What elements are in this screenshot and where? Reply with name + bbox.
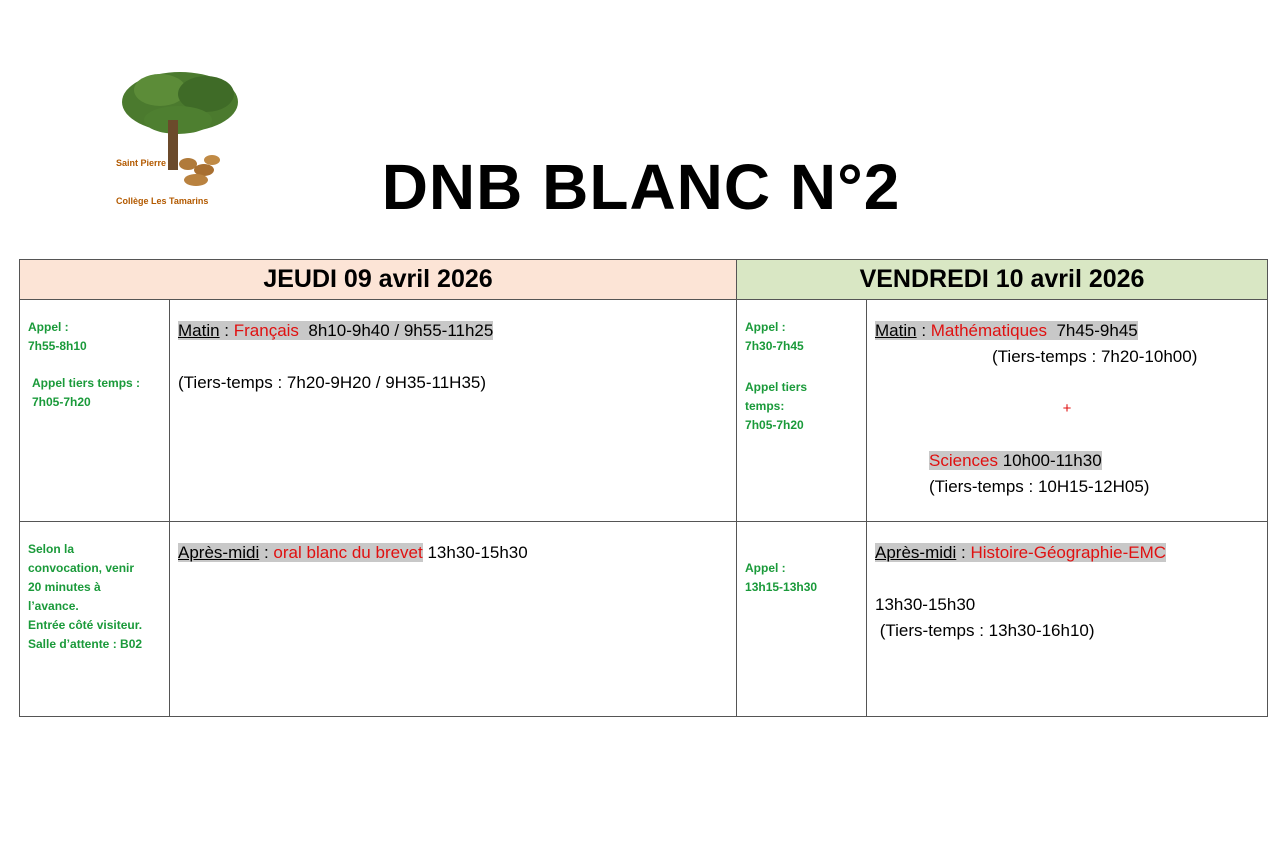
- tiers-temps-note: (Tiers-temps : 7h20-10h00): [992, 347, 1198, 366]
- thursday-morning-exam: [170, 300, 737, 522]
- appel-tiers-temps-time: 7h05-7h20: [32, 395, 91, 409]
- note-line: 20 minutes à: [28, 580, 101, 594]
- logo-caption-school: Collège Les Tamarins: [116, 196, 209, 206]
- subject: Histoire-Géographie-EMC: [970, 543, 1167, 562]
- note-line: Selon la: [28, 542, 75, 556]
- friday-morning-callout: [737, 300, 867, 522]
- tiers-temps-note-2: (Tiers-temps : 10H15-12H05): [929, 477, 1150, 496]
- note-line: Salle d’attente : B02: [28, 637, 143, 651]
- exam-time: 8h10-9h40 / 9h55-11h25: [298, 321, 494, 340]
- tiers-temps-note: (Tiers-temps : 13h30-16h10): [875, 621, 1095, 640]
- plus-sign: +: [1062, 400, 1072, 417]
- thursday-afternoon-exam: [170, 522, 737, 717]
- friday-afternoon-exam: [867, 522, 1268, 717]
- friday-morning-line: [875, 321, 1138, 340]
- note-line: convocation, venir: [28, 561, 135, 575]
- thursday-morning-line: [178, 321, 493, 340]
- appel-tiers-temps-time: 7h05-7h20: [745, 418, 804, 432]
- appel-tiers-temps-label: Appel tiers: [745, 380, 808, 394]
- subject: oral blanc du brevet: [273, 543, 423, 562]
- session-label: Après-midi: [875, 543, 957, 562]
- session-label: Après-midi: [178, 543, 260, 562]
- appel-time: 7h55-8h10: [28, 339, 87, 353]
- appel-label: Appel :: [745, 320, 786, 334]
- day-header-friday: VENDREDI 10 avril 2026: [737, 260, 1268, 300]
- separator: :: [916, 321, 931, 340]
- sciences-line: [929, 451, 1102, 470]
- subject: Français: [233, 321, 299, 340]
- session-label: Matin: [178, 321, 220, 340]
- day-header-thursday: JEUDI 09 avril 2026: [20, 260, 737, 300]
- page-title: DNB BLANC N°2: [381, 151, 901, 223]
- appel-tiers-temps-label: Appel tiers temps :: [32, 376, 141, 390]
- thursday-afternoon-line: [178, 543, 423, 562]
- appel-label: Appel :: [28, 320, 69, 334]
- exam-time-2: 10h00-11h30: [998, 451, 1102, 470]
- thursday-afternoon-callout: [20, 522, 170, 717]
- appel-time: 7h30-7h45: [745, 339, 804, 353]
- appel-tiers-temps-label-2: temps:: [745, 399, 785, 413]
- appel-time: 13h15-13h30: [745, 580, 818, 594]
- note-line: Entrée côté visiteur.: [28, 618, 143, 632]
- subject-2: Sciences: [929, 451, 998, 470]
- logo-caption-town: Saint Pierre: [116, 158, 167, 168]
- exam-time: 13h30-15h30: [422, 543, 528, 562]
- thursday-morning-callout: [20, 300, 170, 522]
- friday-afternoon-callout: [737, 522, 867, 717]
- friday-afternoon-line: [875, 543, 1166, 562]
- separator: :: [956, 543, 971, 562]
- separator: :: [219, 321, 234, 340]
- exam-time: 7h45-9h45: [1047, 321, 1138, 340]
- session-label: Matin: [875, 321, 917, 340]
- friday-morning-exam: [867, 300, 1268, 522]
- note-line: l’avance.: [28, 599, 79, 613]
- schedule-table: [19, 259, 1268, 717]
- appel-label: Appel :: [745, 561, 786, 575]
- tiers-temps-note: (Tiers-temps : 7h20-9H20 / 9H35-11H35): [178, 373, 487, 392]
- separator: :: [259, 543, 274, 562]
- exam-time: 13h30-15h30: [875, 595, 976, 614]
- subject: Mathématiques: [930, 321, 1047, 340]
